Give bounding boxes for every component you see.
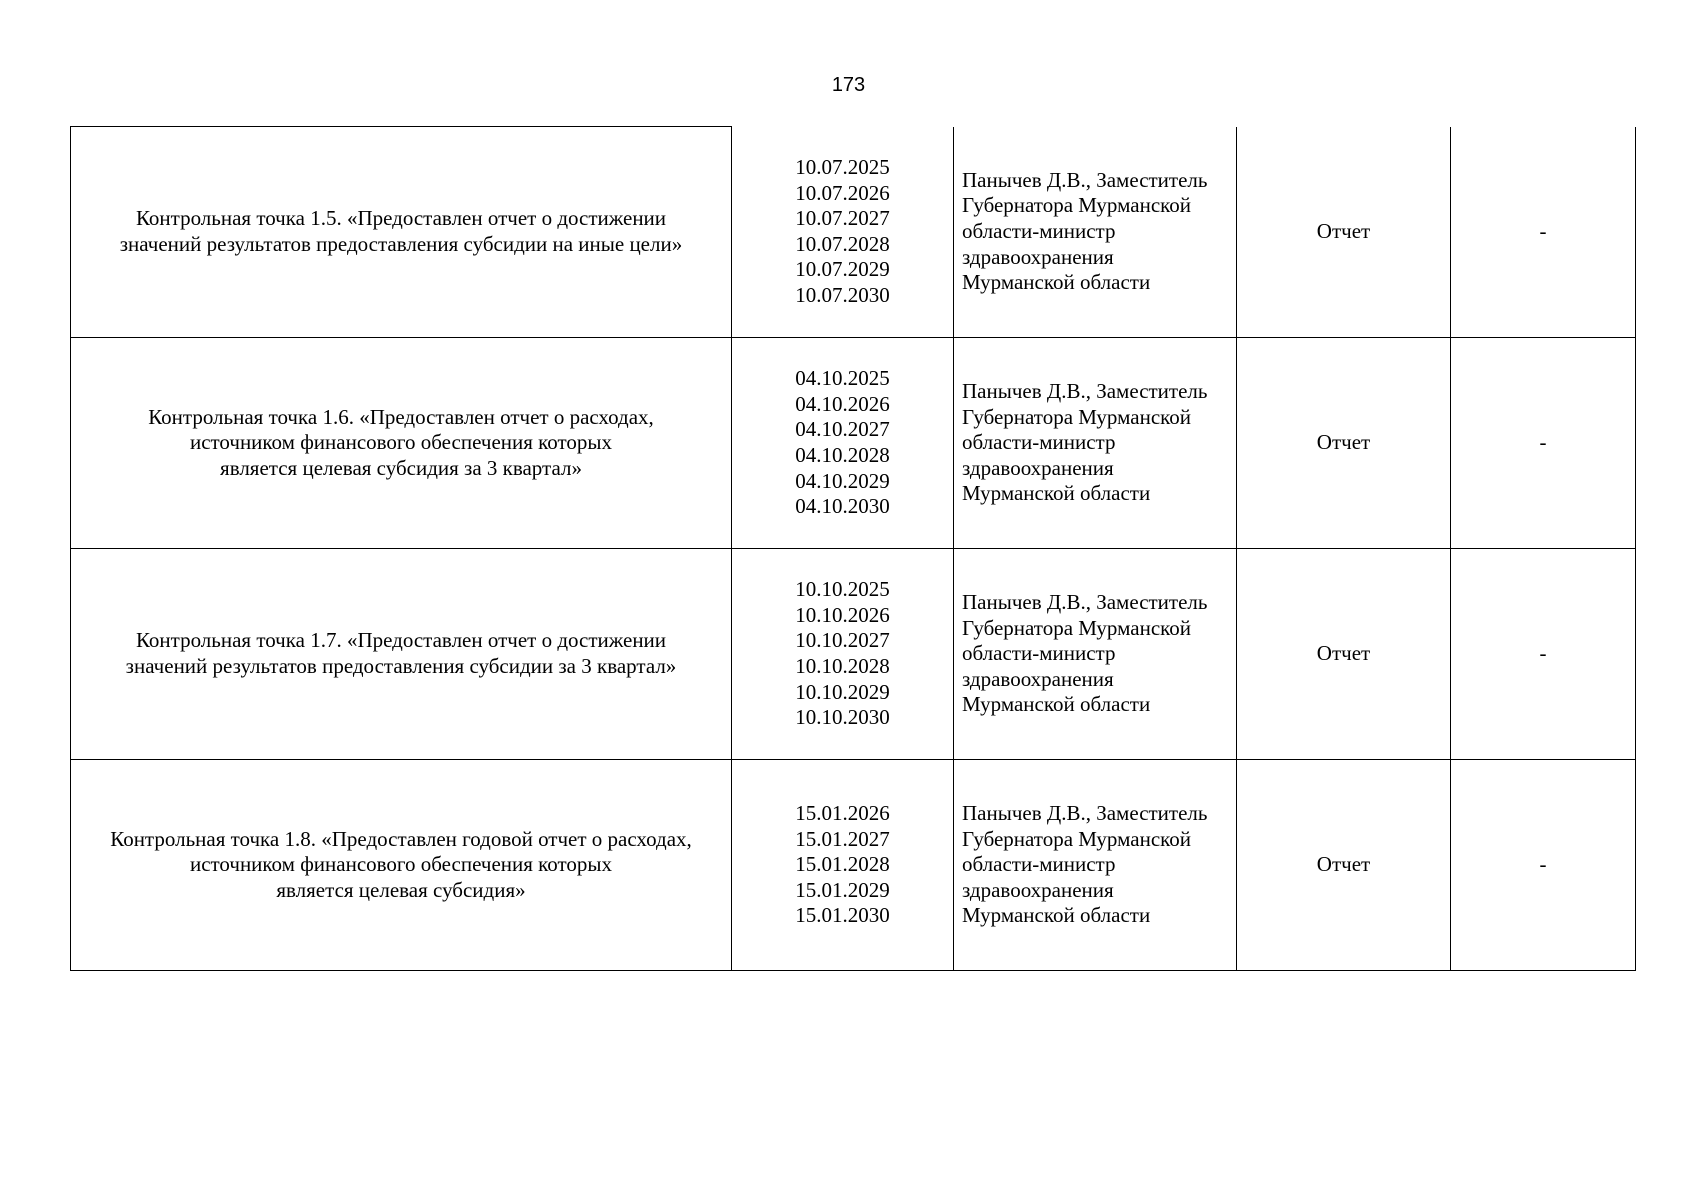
control-point-dates [732, 549, 954, 760]
responsible-line: области-министр [962, 641, 1116, 666]
date-value: 10.10.2025 [795, 577, 890, 602]
responsible-line: здравоохранения [962, 666, 1114, 691]
date-value: 10.07.2028 [795, 231, 890, 256]
responsible-person [954, 549, 1237, 760]
document-type: Отчет [1237, 127, 1451, 338]
responsible-person [954, 127, 1237, 338]
responsible-line: Мурманской области [962, 903, 1151, 928]
date-value: 15.01.2029 [795, 877, 890, 902]
date-value: 10.07.2027 [795, 206, 890, 231]
name-line: значений результатов предоставления субсидии за 3 квартал» [125, 654, 677, 678]
responsible-line: здравоохранения [962, 455, 1114, 480]
name-line: Контрольная точка 1.7. «Предоставлен отчет о достижении [135, 628, 667, 653]
control-point-dates [732, 127, 954, 338]
date-value: 04.10.2030 [795, 494, 890, 519]
date-value: 10.10.2030 [795, 705, 890, 730]
responsible-line: области-министр [962, 430, 1116, 455]
responsible-line: Панычев Д.В., Заместитель [962, 379, 1208, 404]
date-value: 15.01.2027 [795, 826, 890, 851]
responsible-line: здравоохранения [962, 244, 1114, 269]
responsible-line: Мурманской области [962, 270, 1151, 295]
date-value: 10.10.2028 [795, 654, 890, 678]
date-value: 04.10.2026 [795, 391, 890, 416]
date-value: 04.10.2025 [795, 366, 890, 391]
extra-value: - [1451, 127, 1636, 338]
responsible-line: Губернатора Мурманской [962, 826, 1192, 851]
date-value: 04.10.2027 [795, 417, 890, 442]
responsible-line: Губернатора Мурманской [962, 193, 1192, 218]
name-line: значений результатов предоставления субсидии на иные цели» [119, 232, 683, 256]
document-type: Отчет [1237, 549, 1451, 760]
name-line: является целевая субсидия» [276, 877, 526, 902]
responsible-line: Мурманской области [962, 481, 1151, 506]
control-point-dates [732, 338, 954, 549]
page-number: 173 [831, 74, 866, 96]
date-value: 10.07.2030 [795, 282, 890, 307]
responsible-line: Мурманской области [962, 692, 1151, 717]
responsible-line: Панычев Д.В., Заместитель [962, 801, 1208, 826]
name-line: Контрольная точка 1.8. «Предоставлен годовой отчет о расходах, [110, 826, 692, 851]
date-value: 10.10.2026 [795, 602, 890, 627]
control-point-name [71, 127, 732, 338]
name-line: Контрольная точка 1.5. «Предоставлен отчет о достижении [135, 206, 667, 231]
date-value: 10.07.2029 [795, 257, 890, 282]
extra-value: - [1451, 760, 1636, 971]
responsible-line: Панычев Д.В., Заместитель [962, 590, 1208, 615]
name-line: источником финансового обеспечения которых [189, 852, 613, 877]
control-point-name [71, 338, 732, 549]
responsible-line: здравоохранения [962, 877, 1114, 902]
responsible-line: Губернатора Мурманской [962, 615, 1192, 640]
extra-value: - [1451, 338, 1636, 549]
responsible-line: области-министр [962, 218, 1116, 243]
responsible-person [954, 760, 1237, 971]
responsible-line: Панычев Д.В., Заместитель [962, 167, 1208, 192]
document-type: Отчет [1237, 760, 1451, 971]
date-value: 04.10.2028 [795, 443, 890, 467]
table-row [71, 127, 1636, 338]
table-row [71, 338, 1636, 549]
control-point-dates [732, 760, 954, 971]
date-value: 10.07.2025 [795, 154, 890, 179]
responsible-person [954, 338, 1237, 549]
control-points-table [70, 126, 1636, 971]
table-row [71, 549, 1636, 760]
date-value: 10.10.2027 [795, 628, 890, 653]
control-point-name [71, 760, 732, 971]
document-type: Отчет [1237, 338, 1451, 549]
control-point-name [71, 549, 732, 760]
date-value: 15.01.2028 [795, 852, 890, 877]
name-line: является целевая субсидия за 3 квартал» [220, 455, 582, 480]
name-line: источником финансового обеспечения которых [189, 430, 613, 455]
name-line: Контрольная точка 1.6. «Предоставлен отчет о расходах, [148, 404, 654, 429]
responsible-line: области-министр [962, 852, 1116, 877]
table-row [71, 760, 1636, 971]
date-value: 10.10.2029 [795, 679, 890, 704]
date-value: 10.07.2026 [795, 180, 890, 205]
date-value: 15.01.2030 [795, 903, 890, 928]
date-value: 15.01.2026 [795, 801, 890, 826]
extra-value: - [1451, 549, 1636, 760]
responsible-line: Губернатора Мурманской [962, 404, 1192, 429]
date-value: 04.10.2029 [795, 468, 890, 493]
